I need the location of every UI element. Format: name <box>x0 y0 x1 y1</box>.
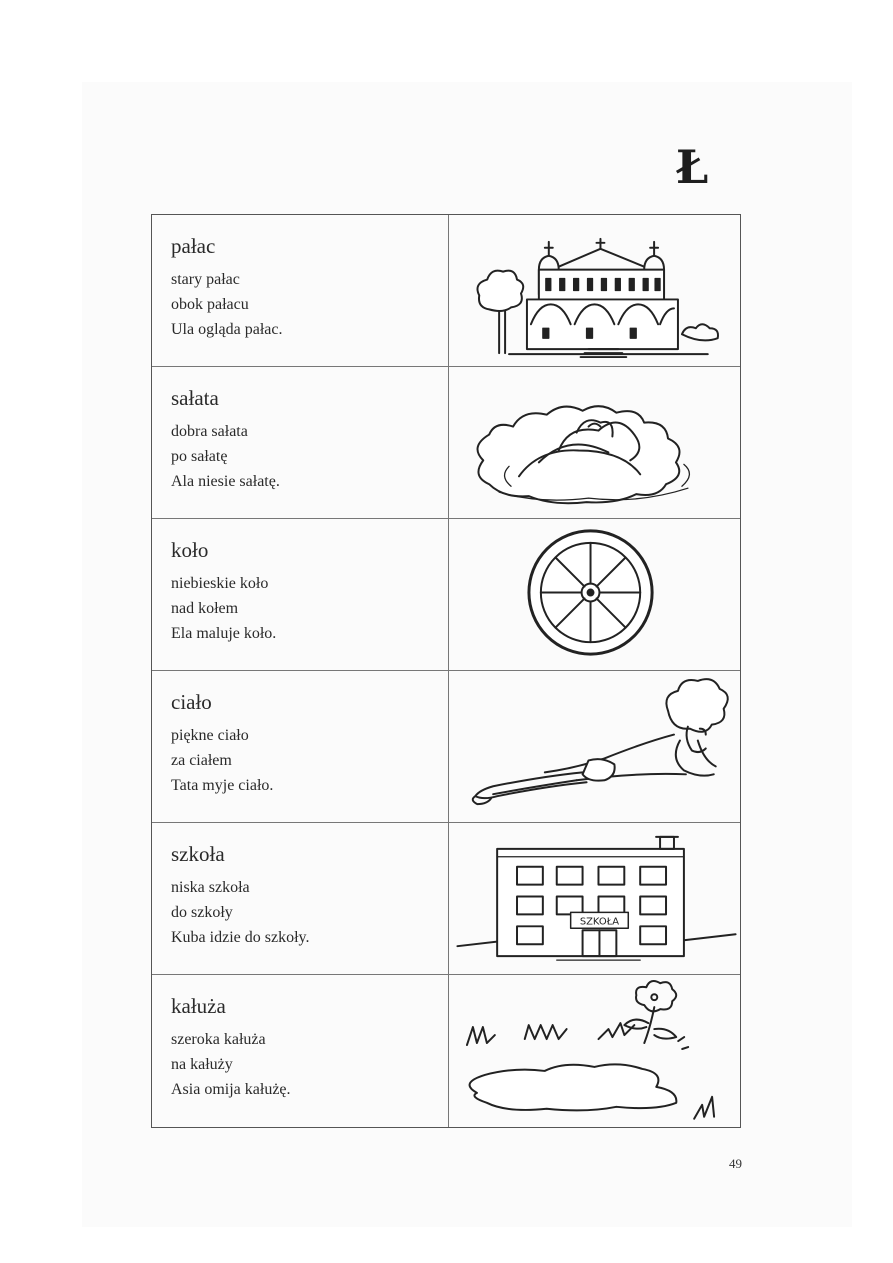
word-title: ciało <box>171 690 212 714</box>
phrase-line: dobra sałata <box>171 423 248 440</box>
phrase-line: Ala niesie sałatę. <box>171 473 280 490</box>
phrase-line: piękne ciało <box>171 727 249 744</box>
page-number: 49 <box>729 1156 742 1171</box>
phrase-line: niebieskie koło <box>171 575 269 592</box>
puddle-icon <box>449 975 740 1127</box>
lying-man-icon <box>449 671 740 822</box>
phrase-line: Asia omija kałużę. <box>171 1081 291 1098</box>
picture-cell-cialo <box>449 671 740 823</box>
word-cell-kaluza <box>152 975 449 1127</box>
lettuce-icon <box>449 367 740 518</box>
school-icon <box>449 823 740 974</box>
palace-icon <box>449 215 740 366</box>
wheel-icon <box>449 519 740 670</box>
picture-cell-palac <box>449 215 740 367</box>
picture-cell-kaluza <box>449 975 740 1127</box>
phrase-line: Ula ogląda pałac. <box>171 321 283 338</box>
phrase-line: stary pałac <box>171 271 240 288</box>
picture-cell-kolo <box>449 519 740 671</box>
phrase-line: do szkoły <box>171 904 233 921</box>
phrase-line: po sałatę <box>171 448 228 465</box>
word-cell-szkola <box>152 823 449 975</box>
phrase-line: obok pałacu <box>171 296 249 313</box>
phrase-line: niska szkoła <box>171 879 250 896</box>
word-cell-kolo <box>152 519 449 671</box>
school-sign: SZKOŁA <box>579 916 620 928</box>
phrase-line: szeroka kałuża <box>171 1031 266 1048</box>
phrase-line: nad kołem <box>171 600 239 617</box>
chapter-letter: Ł <box>675 140 709 194</box>
word-table <box>151 214 741 1128</box>
phrase-line: za ciałem <box>171 752 232 769</box>
word-cell-cialo <box>152 671 449 823</box>
word-title: koło <box>171 538 209 562</box>
word-title: kałuża <box>171 994 226 1018</box>
word-title: pałac <box>171 234 216 258</box>
phrase-line: Ela maluje koło. <box>171 625 277 642</box>
phrase-line: Kuba idzie do szkoły. <box>171 929 310 946</box>
picture-cell-szkola <box>449 823 740 975</box>
picture-cell-salata <box>449 367 740 519</box>
word-cell-palac <box>152 215 449 367</box>
phrase-line: Tata myje ciało. <box>171 777 274 794</box>
phrase-line: na kałuży <box>171 1056 233 1073</box>
word-title: sałata <box>171 386 219 410</box>
word-cell-salata <box>152 367 449 519</box>
word-title: szkoła <box>171 842 225 866</box>
